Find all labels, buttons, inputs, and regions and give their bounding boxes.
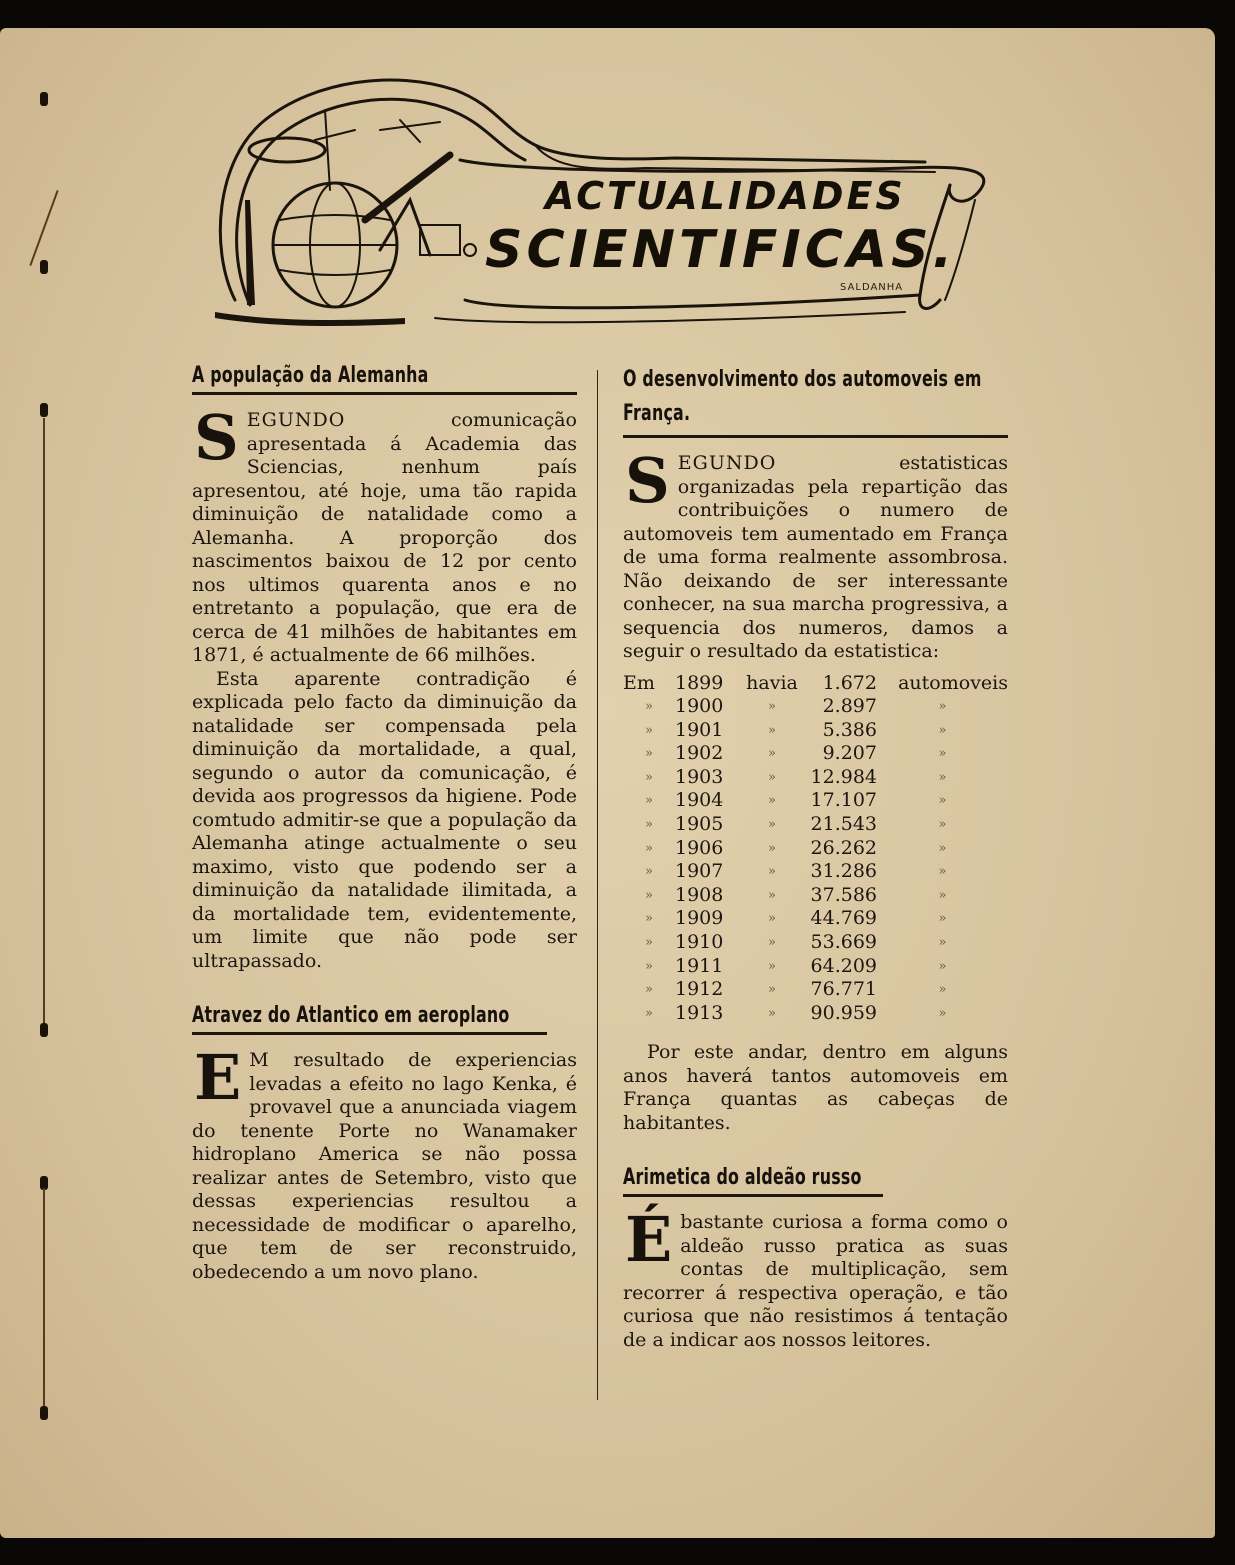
article-paragraph: [192, 1041, 577, 1284]
stitch: [40, 92, 48, 106]
year-cell: 1906: [675, 836, 724, 859]
paragraph-text: estatisticas organizadas pela repartição das contribuições o numero de automoveis tem aumentado em França de uma forma realmente assombrosa. Não deixando de ser interessante conhecer, na sua marcha progressiva, a sequencia dos numeros, damos a seguir o resultado da estatistica:: [623, 452, 1008, 662]
article-automoveis: [623, 363, 1008, 1135]
ditto-mark: »: [645, 864, 653, 880]
lead-word: EGUNDO: [677, 452, 777, 474]
article-aldeao: [623, 1165, 1008, 1352]
table-row: [623, 955, 1008, 979]
article-heading: Atravez do Atlantico em aeroplano: [192, 1003, 510, 1028]
count-cell: 53.669: [810, 931, 877, 954]
table-row: [623, 907, 1008, 931]
thread: [43, 418, 45, 1028]
ditto-mark: »: [645, 699, 653, 715]
article-paragraph: [623, 1203, 1008, 1352]
ditto-mark: »: [768, 887, 776, 903]
year-cell: 1905: [675, 813, 724, 836]
count-cell: 26.262: [810, 836, 877, 859]
stitch: [40, 1023, 48, 1037]
ditto-mark: »: [938, 817, 947, 833]
heading-rule: [623, 363, 1008, 438]
count-cell: 64.209: [810, 954, 877, 977]
year-cell: 1899: [675, 671, 724, 694]
ditto-mark: »: [938, 722, 947, 738]
year-cell: 1902: [675, 742, 724, 765]
year-cell: 1904: [675, 789, 724, 812]
ditto-mark: »: [768, 722, 776, 738]
count-cell: 17.107: [810, 789, 877, 812]
ditto-mark: »: [938, 699, 947, 715]
count-cell: 9.207: [822, 742, 877, 765]
thread: [43, 1188, 45, 1408]
title-line-1: ACTUALIDADES: [545, 174, 906, 218]
count-cell: 76.771: [810, 978, 877, 1001]
ditto-mark: »: [938, 982, 947, 998]
ditto-mark: »: [768, 1005, 776, 1021]
automobile-statistics-table: [623, 672, 1008, 1026]
drop-cap: S: [194, 401, 239, 474]
year-cell: 1907: [675, 860, 724, 883]
table-row: [623, 789, 1008, 813]
count-cell: 12.984: [810, 765, 877, 788]
year-cell: 1913: [675, 1001, 724, 1024]
stitch: [40, 260, 48, 274]
ditto-mark: »: [768, 958, 776, 974]
ditto-mark: »: [645, 887, 653, 903]
ditto-mark: »: [938, 911, 947, 927]
table-row: [623, 884, 1008, 908]
count-cell: 44.769: [810, 907, 877, 930]
year-cell: 1910: [675, 931, 724, 954]
count-cell: 5.386: [822, 718, 877, 741]
article-alemanha: [192, 363, 577, 973]
lead-word: M: [249, 1049, 270, 1071]
lead-word: EGUNDO: [246, 409, 346, 431]
ditto-mark: »: [938, 935, 947, 951]
paragraph-text: resultado de experiencias levadas a efeito no lago Kenka, é provavel que a anunciada viagem do tenente Porte no Wanamaker hidroplano America se não possa realizar antes de Setembro, visto que dessas experiencias resultou a necessidade de modificar o aparelho, que tem de ser reconstruido, obedecendo a um novo plano.: [192, 1049, 577, 1283]
drop-cap: S: [625, 444, 670, 517]
count-cell: 21.543: [810, 813, 877, 836]
article-atlantico: [192, 1003, 577, 1284]
ditto-mark: »: [938, 769, 947, 785]
ditto-mark: »: [938, 840, 947, 856]
paragraph-text: comunicação apresentada á Academia das Sciencias, nenhum país apresentou, até hoje, uma tão rapida diminuição de natalidade como a Alemanha. A proporção dos nascimentos baixou de 12 por cento nos ultimos quarenta anos e no entretanto a população, que era de cerca de 41 milhões de habitantes em 1871, é actualmente de 66 milhões.: [192, 409, 577, 666]
ditto-mark: »: [768, 769, 776, 785]
thread: [29, 190, 58, 266]
table-row: [623, 719, 1008, 743]
table-row: [623, 742, 1008, 766]
article-paragraph: [623, 444, 1008, 664]
header-illustration: [205, 50, 995, 330]
year-cell: 1903: [675, 765, 724, 788]
ditto-mark: »: [768, 699, 776, 715]
left-column: [192, 363, 577, 1314]
article-heading: Arimetica do aldeão russo: [623, 1165, 862, 1191]
ditto-mark: »: [938, 864, 947, 880]
ditto-mark: »: [768, 935, 776, 951]
right-column: [623, 363, 1008, 1382]
article-paragraph: Esta aparente contradição é explicada pelo facto da diminuição da natalidade ser compensada pela diminuição da mortalidade, a qual, segundo o autor da comunicação, é devida aos progressos da higiene. Pode comtudo admitir-se que a população da Alemanha atinge actualmente o seu maximo, visto que podendo ser a diminuição da natalidade ilimitada, a da mortalidade tem, evidentemente, um limite que não pode ser ultrapassado.: [192, 667, 577, 972]
ditto-mark: »: [938, 793, 947, 809]
heading-rule: [623, 1165, 883, 1197]
ditto-mark: »: [645, 958, 653, 974]
table-row: [623, 1002, 1008, 1026]
ditto-mark: »: [938, 746, 947, 762]
ditto-mark: »: [768, 864, 776, 880]
ditto-mark: »: [645, 840, 653, 856]
ditto-mark: »: [768, 793, 776, 809]
ditto-mark: »: [645, 1005, 653, 1021]
ditto-mark: »: [768, 982, 776, 998]
ditto-mark: »: [645, 982, 653, 998]
table-row: [623, 813, 1008, 837]
count-cell: 90.959: [810, 1001, 877, 1024]
year-cell: 1901: [675, 718, 724, 741]
ditto-mark: »: [938, 887, 947, 903]
stitch: [40, 403, 48, 417]
magazine-page: [0, 28, 1215, 1538]
ditto-mark: »: [768, 911, 776, 927]
count-cell: 31.286: [810, 860, 877, 883]
count-cell: 37.586: [810, 883, 877, 906]
ditto-mark: »: [938, 958, 947, 974]
title-line-2: SCIENTIFICAS.: [485, 220, 957, 280]
ditto-mark: »: [645, 817, 653, 833]
table-row: [623, 672, 1008, 696]
year-cell: 1908: [675, 883, 724, 906]
ditto-mark: »: [645, 769, 653, 785]
article-heading: O desenvolvimento dos automoveis em França.: [623, 367, 982, 426]
table-row: [623, 837, 1008, 861]
ditto-mark: »: [768, 840, 776, 856]
ditto-mark: »: [645, 722, 653, 738]
year-cell: 1911: [675, 954, 724, 977]
heading-rule: [192, 363, 577, 395]
table-row: [623, 860, 1008, 884]
year-cell: 1900: [675, 695, 724, 718]
ditto-mark: »: [645, 935, 653, 951]
artist-signature: SALDANHA: [840, 282, 904, 293]
ditto-mark: »: [938, 1005, 947, 1021]
article-heading: A população da Alemanha: [192, 363, 429, 388]
table-row: [623, 766, 1008, 790]
ditto-mark: »: [645, 911, 653, 927]
article-paragraph: Por este andar, dentro em alguns anos haverá tantos automoveis em França quantas as cabeças de habitantes.: [623, 1041, 1008, 1134]
table-row: [623, 931, 1008, 955]
count-cell: 2.897: [822, 695, 877, 718]
prefix-cell: Em: [623, 671, 655, 694]
column-divider: [597, 370, 598, 1400]
unit-cell: automoveis: [898, 671, 1008, 694]
ditto-mark: »: [645, 793, 653, 809]
article-paragraph: [192, 401, 577, 668]
verb-cell: havia: [746, 671, 798, 694]
year-cell: 1912: [675, 978, 724, 1001]
table-row: [623, 695, 1008, 719]
stitch: [40, 1406, 48, 1420]
heading-rule: [192, 1003, 547, 1035]
count-cell: 1.672: [822, 671, 877, 694]
ditto-mark: »: [645, 746, 653, 762]
table-row: [623, 978, 1008, 1002]
year-cell: 1909: [675, 907, 724, 930]
paragraph-text: bastante curiosa a forma como o aldeão russo pratica as suas contas de multiplicação, sem recorrer á respectiva operação, e tão curiosa que não resistimos á tentação de a indicar aos nossos leitores.: [623, 1211, 1008, 1351]
ditto-mark: »: [768, 817, 776, 833]
ditto-mark: »: [768, 746, 776, 762]
drop-cap: E: [194, 1041, 242, 1114]
binding-stitches: [0, 28, 70, 1538]
drop-cap: É: [625, 1203, 673, 1277]
